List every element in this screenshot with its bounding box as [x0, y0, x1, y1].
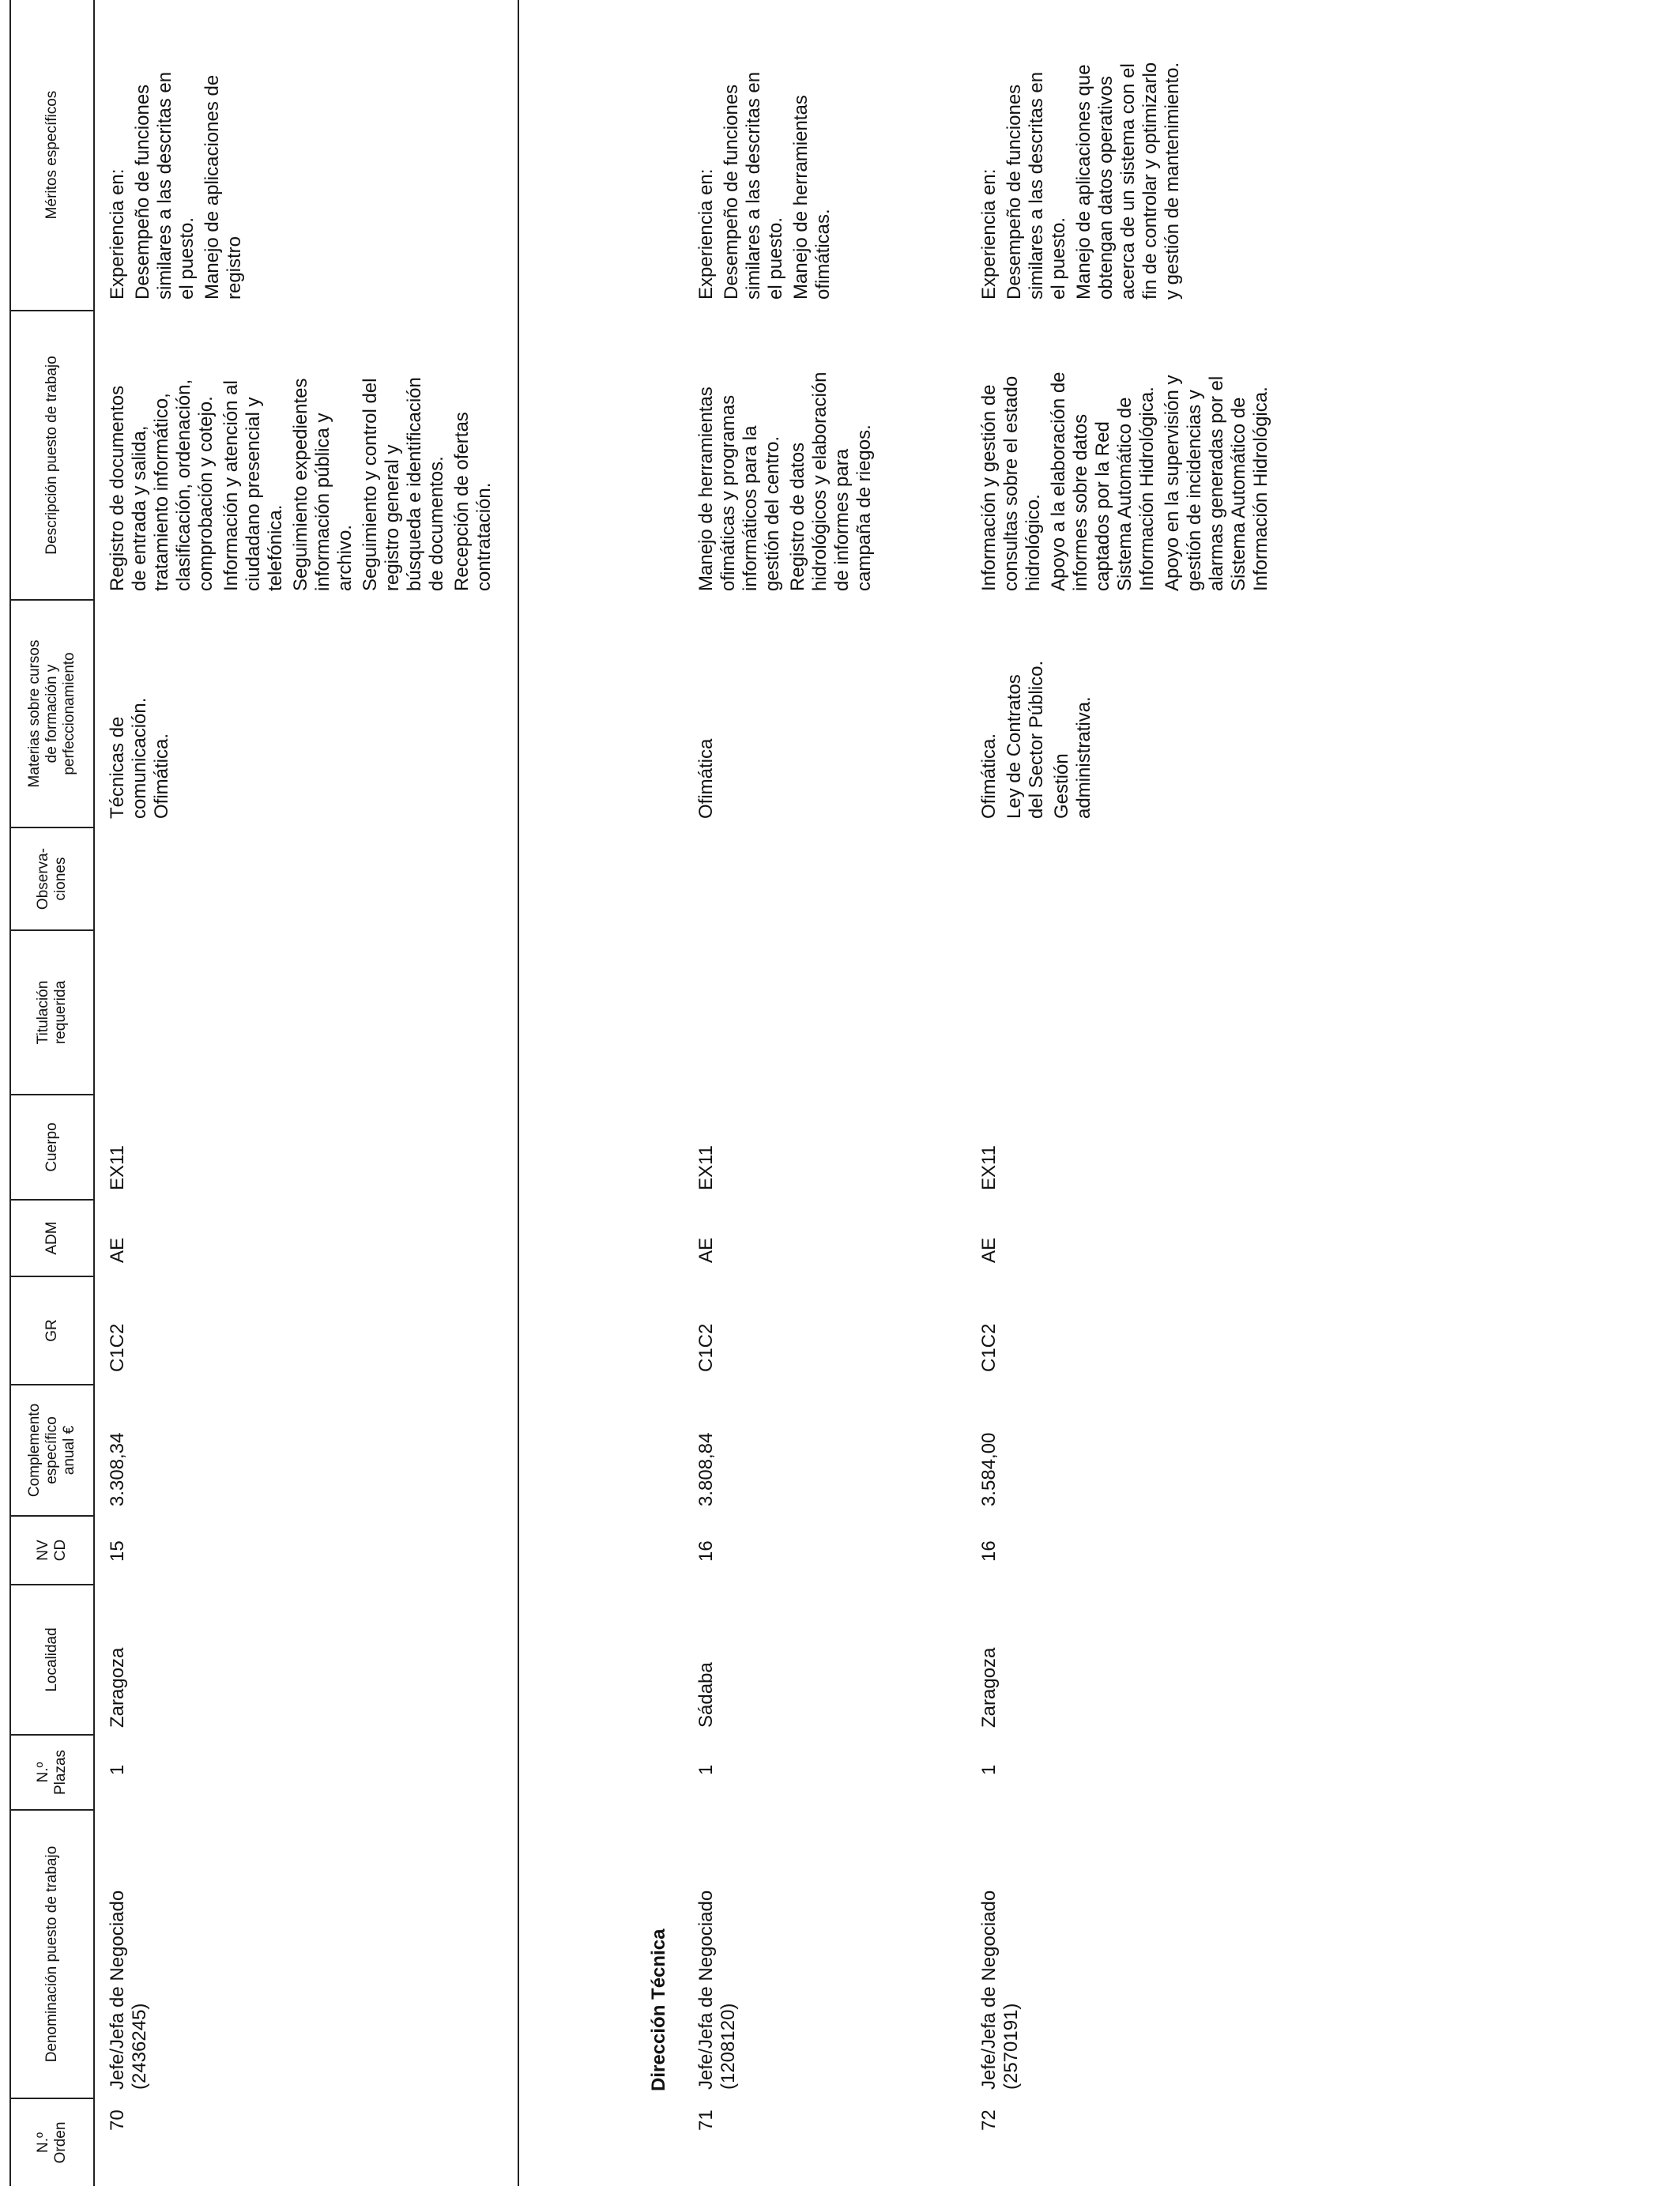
header-gr: GR — [43, 1319, 60, 1342]
job-description-line: tratamiento informático, — [151, 393, 172, 591]
specific-merits-line: el puesto. — [765, 217, 786, 300]
specific-merits-line: similares a las descritas en — [154, 71, 175, 300]
locality: Zaragoza — [978, 1647, 1000, 1728]
training-subjects-paragraph — [107, 698, 173, 819]
header-cuerpo: Cuerpo — [43, 1122, 60, 1172]
job-description-line: hidrológicos y elaboración — [809, 371, 831, 591]
job-description-line: hidrológico. — [1023, 494, 1044, 591]
specific-merits-line: registro — [224, 236, 245, 300]
places-count: 1 — [107, 1764, 128, 1775]
order-number: 70 — [107, 2109, 128, 2131]
specific-merits-line: el puesto. — [1048, 217, 1069, 300]
job-title: (1208120) — [718, 2003, 739, 2090]
level-cd: 16 — [695, 1540, 717, 1562]
specific-merits-paragraph — [978, 62, 1000, 300]
specific-merits-line: Manejo de aplicaciones de — [202, 74, 223, 300]
specific-merits-line: similares a las descritas en — [743, 71, 764, 300]
header-denominacion: Denominación puesto de trabajo — [43, 1845, 60, 2063]
specific-merits-paragraph — [1073, 62, 1184, 300]
job-description-line: telefónica. — [265, 504, 286, 591]
level-cd: 16 — [978, 1540, 1000, 1562]
section-title: Dirección Técnica — [648, 1928, 669, 2091]
job-description-paragraph — [787, 372, 876, 592]
specific-merits-line: Manejo de herramientas — [790, 95, 812, 300]
job-description-line: ciudadano presencial y — [243, 397, 264, 591]
group: C1C2 — [107, 1323, 128, 1372]
job-description-paragraph — [695, 372, 784, 592]
specific-merits-line: Manejo de aplicaciones que — [1073, 64, 1094, 300]
places-count: 1 — [695, 1764, 717, 1775]
job-description-paragraph — [1048, 371, 1158, 591]
corps: EX11 — [978, 1145, 1000, 1190]
training-subjects — [978, 661, 1098, 819]
job-description-paragraph — [451, 377, 495, 591]
specific-merits-paragraph — [107, 72, 129, 300]
job-description-line: búsqueda e identificación — [404, 377, 425, 591]
specific-merits-line: similares a las descritas en — [1026, 71, 1047, 300]
header-bottom-rule — [93, 0, 95, 2186]
section-top-rule — [518, 0, 519, 2186]
level-cd: 15 — [107, 1540, 128, 1562]
locality: Sádaba — [695, 1662, 717, 1728]
job-description-paragraph — [220, 377, 287, 591]
header-plazas: N.º Plazas — [35, 1749, 69, 1796]
job-description-line: Información Hidrológica. — [1136, 386, 1158, 591]
locality: Zaragoza — [107, 1647, 128, 1728]
specific-merits-line: el puesto. — [176, 217, 198, 300]
training-subjects-paragraph — [1004, 661, 1048, 819]
col-sep — [9, 2098, 93, 2099]
training-subjects — [107, 698, 176, 819]
header-titulacion: Titulación requerida — [35, 980, 69, 1045]
header-descripcion: Descripción puesto de trabajo — [43, 356, 60, 555]
job-title: (2570191) — [1000, 2003, 1022, 2090]
header-complemento: Complemento específico anual € — [26, 1403, 77, 1498]
specific-merits-line: fin de controlar y optimizarlo — [1139, 62, 1161, 300]
job-description-line: información pública y — [312, 413, 333, 591]
job-description-line: Información Hidrológica. — [1250, 386, 1271, 591]
job-description-line: Apoyo a la elaboración de — [1048, 371, 1069, 591]
specific-merits-line: Desempeño de funciones — [132, 84, 153, 300]
specific-complement: 3.308,34 — [107, 1432, 128, 1506]
job-description — [107, 377, 499, 591]
job-description-line: alarmas generadas por el — [1206, 375, 1227, 591]
training-subjects-line: Técnicas de — [107, 716, 128, 819]
specific-merits — [978, 62, 1187, 300]
specific-merits-line: Experiencia en: — [107, 168, 128, 300]
job-description-paragraph — [360, 377, 448, 591]
job-description-line: archivo. — [334, 524, 356, 591]
job-description-line: ofimáticas y programas — [718, 394, 739, 591]
specific-merits-line: Desempeño de funciones — [1004, 84, 1025, 300]
header-observaciones: Observa- ciones — [35, 847, 69, 910]
training-subjects-paragraph — [978, 661, 1000, 819]
specific-merits-line: obtengan datos operativos — [1095, 76, 1117, 300]
training-subjects-line: Gestión — [1051, 753, 1072, 819]
header-orden: N.º Orden — [35, 2121, 69, 2164]
specific-merits — [695, 72, 838, 300]
job-description-line: Sistema Automático de — [1114, 397, 1136, 591]
specific-merits-paragraph — [132, 72, 198, 300]
administration: AE — [107, 1237, 128, 1263]
training-subjects-line: administrativa. — [1073, 696, 1094, 819]
job-description — [978, 371, 1275, 591]
specific-merits-line: Desempeño de funciones — [721, 84, 742, 300]
specific-merits-paragraph — [695, 72, 718, 300]
job-description-paragraph — [978, 371, 1045, 591]
job-description-line: Información y gestión de — [978, 384, 1000, 591]
training-subjects-line: Ofimática. — [151, 733, 172, 819]
order-number: 72 — [978, 2109, 1000, 2131]
job-description-line: de informes para — [831, 448, 853, 591]
specific-merits-line: Experiencia en: — [695, 168, 717, 300]
group: C1C2 — [695, 1323, 717, 1372]
job-description-line: Registro de documentos — [107, 385, 128, 591]
training-subjects — [695, 739, 721, 819]
header-adm: ADM — [43, 1221, 60, 1255]
training-subjects-paragraph — [1051, 661, 1095, 819]
job-description-paragraph — [290, 377, 356, 591]
job-title: (2436245) — [129, 2003, 150, 2090]
job-description-line: consultas sobre el estado — [1000, 375, 1022, 591]
job-description-line: de entrada y salida, — [129, 425, 150, 591]
specific-merits-line: acerca de un sistema con el — [1117, 63, 1139, 300]
specific-complement: 3.808,84 — [695, 1432, 717, 1506]
job-description-line: contratación. — [473, 482, 495, 591]
training-subjects-line: comunicación. — [129, 697, 150, 819]
places-count: 1 — [978, 1764, 1000, 1775]
job-description-line: gestión de incidencias y — [1184, 390, 1205, 591]
job-description-line: comprobación y cotejo. — [195, 396, 217, 591]
specific-merits-line: ofimáticas. — [812, 209, 834, 300]
job-description-line: Información y atención al — [220, 380, 242, 591]
order-number: 71 — [695, 2109, 717, 2131]
job-title: Jefe/Jefa de Negociado — [107, 1890, 128, 2090]
job-description-line: campaña de riegos. — [853, 424, 875, 591]
specific-merits-paragraph — [1004, 62, 1070, 300]
job-description-line: Registro de datos — [787, 442, 808, 591]
training-subjects-line: Ofimática — [695, 738, 717, 819]
training-subjects-paragraph — [695, 739, 718, 819]
job-title: Jefe/Jefa de Negociado — [695, 1890, 717, 2090]
job-description-line: registro general y — [382, 444, 403, 591]
job-description-line: Sistema Automático de — [1228, 397, 1249, 591]
job-description-line: de documentos. — [426, 456, 447, 591]
job-description-line: Apoyo en la supervisión y — [1162, 375, 1183, 591]
job-description-line: clasificación, ordenación, — [173, 379, 194, 591]
specific-merits-paragraph — [790, 72, 834, 300]
job-description-line: gestión del centro. — [762, 435, 783, 591]
header-meritos: Méritos específicos — [43, 90, 60, 220]
corps: EX11 — [107, 1145, 128, 1190]
training-subjects-line: Ley de Contratos — [1004, 674, 1025, 819]
specific-complement: 3.584,00 — [978, 1432, 1000, 1506]
job-description-line: Seguimiento y control del — [360, 378, 381, 591]
job-description-line: Manejo de herramientas — [695, 386, 717, 591]
header-nvcd: NV CD — [35, 1539, 69, 1562]
job-description-paragraph — [107, 377, 217, 591]
specific-merits-line: Experiencia en: — [978, 168, 1000, 300]
job-title: Jefe/Jefa de Negociado — [978, 1890, 1000, 2090]
job-description — [695, 372, 879, 592]
job-description-paragraph — [1162, 371, 1272, 591]
job-description-line: informes sobre datos — [1070, 413, 1091, 591]
administration: AE — [695, 1237, 717, 1263]
specific-merits-paragraph — [202, 72, 246, 300]
header-materias: Materias sobre cursos de formación y perfeccionamiento — [26, 639, 77, 788]
job-description-line: Recepción de ofertas — [451, 412, 473, 591]
job-description-line: informáticos para la — [740, 425, 761, 591]
administration: AE — [978, 1237, 1000, 1263]
specific-merits — [107, 72, 249, 300]
training-subjects-line: Ofimática. — [978, 733, 1000, 819]
group: C1C2 — [978, 1323, 1000, 1372]
specific-merits-paragraph — [721, 72, 787, 300]
specific-merits-line: y gestión de mantenimiento. — [1162, 62, 1183, 300]
job-description-line: Seguimiento expedientes — [290, 378, 311, 591]
header-localidad: Localidad — [43, 1627, 60, 1692]
job-description-line: captados por la Red — [1092, 421, 1113, 591]
corps: EX11 — [695, 1145, 717, 1190]
training-subjects-line: del Sector Público. — [1026, 660, 1047, 819]
